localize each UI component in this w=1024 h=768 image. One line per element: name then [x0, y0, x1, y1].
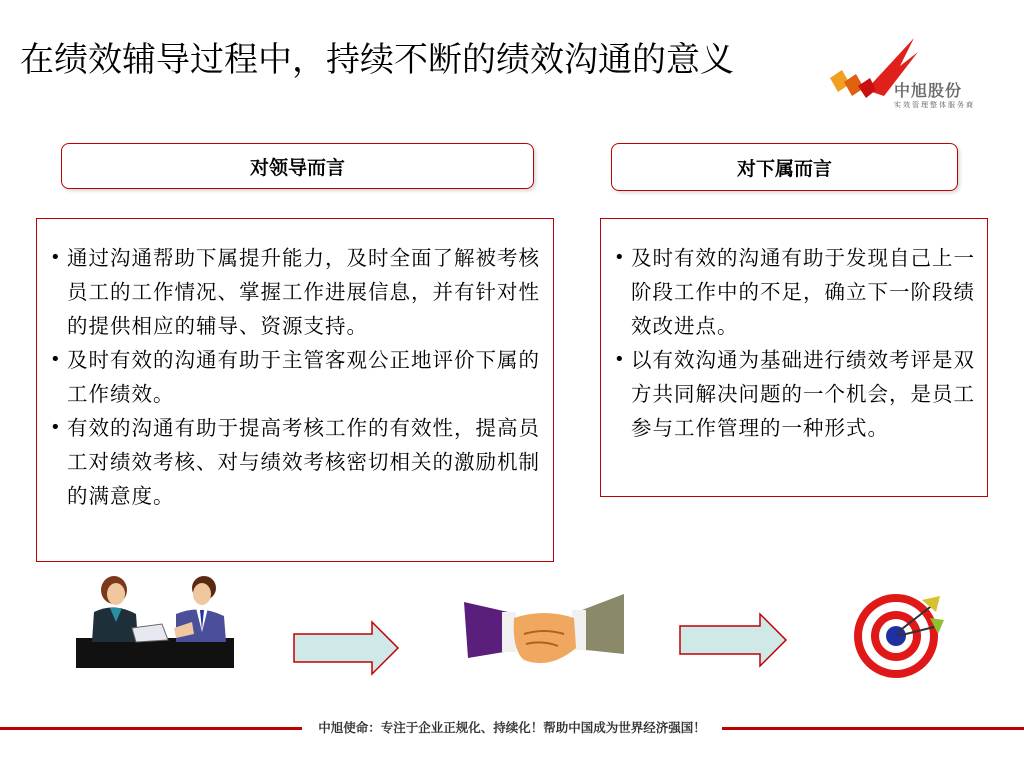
subordinate-content-box [600, 218, 988, 497]
company-logo [826, 30, 994, 114]
arrow-right-icon [292, 620, 402, 676]
bullet-item: • 有效的沟通有助于提高考核工作的有效性，提高员工对绩效考核、对与绩效考核密切相关的激励机制的满意度。 [49, 411, 543, 513]
leader-bullet-list [49, 241, 543, 513]
subordinate-heading-box [611, 143, 958, 191]
subordinate-heading: 对下属而言 [736, 157, 832, 180]
logo-tagline: 实效管理整体服务商 [894, 101, 975, 109]
target-bullseye-icon [852, 590, 944, 680]
footer-divider-right [722, 727, 1024, 730]
bullet-item: • 及时有效的沟通有助于主管客观公正地评价下属的工作绩效。 [49, 343, 543, 411]
arrow-right-icon [678, 612, 790, 668]
bullet-item: • 通过沟通帮助下属提升能力，及时全面了解被考核员工的工作情况、掌握工作进展信息，并有针对性的提供相应的辅导、资源支持。 [49, 241, 543, 343]
leader-heading: 对领导而言 [249, 156, 345, 179]
footer-mission: 中旭使命：专注于企业正规化、持续化！帮助中国成为世界经济强国！ [318, 720, 706, 735]
meeting-people-illustration [76, 572, 236, 670]
leader-heading-box [61, 143, 534, 189]
bullet-item: • 及时有效的沟通有助于发现自己上一阶段工作中的不足，确立下一阶段绩效改进点。 [613, 241, 981, 343]
slide-title: 在绩效辅导过程中，持续不断的绩效沟通的意义 [20, 40, 734, 80]
bullet-item: • 以有效沟通为基础进行绩效考评是双方共同解决问题的一个机会，是员工参与工作管理的一种形式。 [613, 343, 981, 445]
subordinate-bullet-list [613, 241, 981, 445]
leader-content-box [36, 218, 554, 562]
footer-divider-left [0, 727, 302, 730]
logo-name: 中旭股份 [894, 81, 963, 100]
handshake-illustration [464, 594, 624, 672]
